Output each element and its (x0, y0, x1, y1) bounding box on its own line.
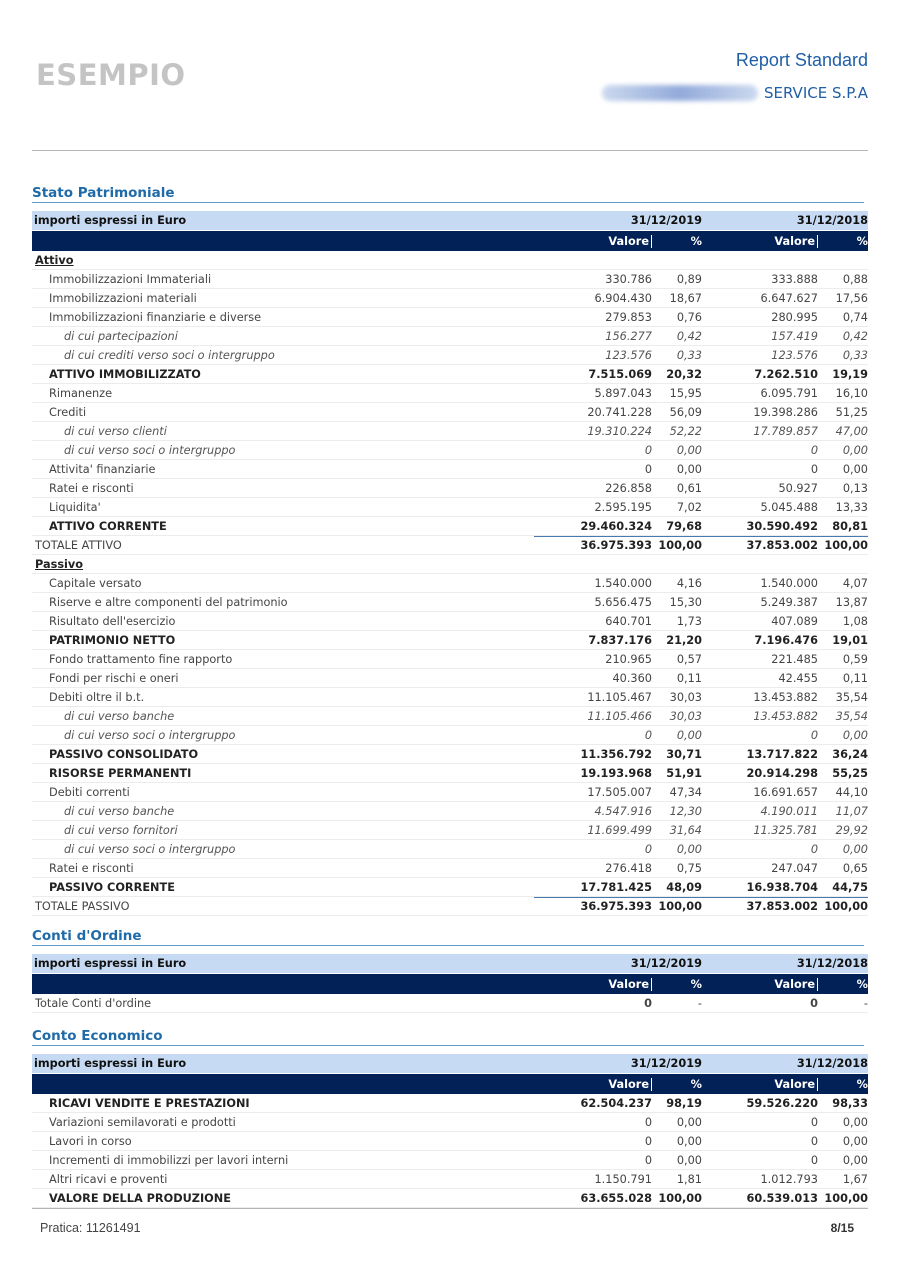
header-divider (32, 150, 868, 151)
value-2019: 11.699.499 (587, 823, 652, 837)
table-row (32, 840, 868, 859)
value-2019: 5.656.475 (594, 595, 652, 609)
percent-2018: 0,88 (842, 272, 868, 286)
row-label: VALORE DELLA PRODUZIONE (49, 1191, 231, 1205)
value-2019: 0 (644, 728, 652, 742)
percent-2019: 0,75 (676, 861, 702, 875)
value-2018: 13.717.822 (746, 747, 818, 761)
percent-2019: 0,00 (676, 1153, 702, 1167)
table-row (32, 688, 868, 707)
value-2019: 11.105.466 (587, 709, 652, 723)
percent-2019: 0,61 (676, 481, 702, 495)
table-row (32, 859, 868, 878)
row-label: di cui verso banche (64, 709, 175, 723)
table-row (32, 897, 868, 916)
value-2019: 63.655.028 (580, 1191, 652, 1205)
value-2018: 157.419 (771, 329, 818, 343)
value-2019: 6.904.430 (594, 291, 652, 305)
row-label: Attivita' finanziarie (49, 462, 156, 476)
value-2018: 0 (810, 996, 818, 1010)
percent-2018: 35,54 (835, 690, 868, 704)
percent-2019: 47,34 (669, 785, 702, 799)
table-row (32, 308, 868, 327)
value-2019: 640.701 (605, 614, 652, 628)
percent-2018: 0,00 (842, 1153, 868, 1167)
percent-2018: 1,08 (842, 614, 868, 628)
value-2018: 333.888 (771, 272, 818, 286)
table-header-dates (32, 954, 868, 973)
section-title-stato-patrimoniale: Stato Patrimoniale (32, 185, 864, 203)
percent-2018: 35,54 (835, 709, 868, 723)
table-row (32, 289, 868, 308)
percent-2019: 18,67 (669, 291, 702, 305)
value-2019: 0 (644, 462, 652, 476)
row-label: di cui verso soci o intergruppo (64, 842, 236, 856)
value-2019: 40.360 (612, 671, 652, 685)
percent-2019: 48,09 (666, 880, 702, 894)
header-valore-2018: Valore (702, 1078, 818, 1091)
percent-2019: 0,76 (676, 310, 702, 324)
percent-2019: 4,16 (676, 576, 702, 590)
percent-2018: 19,19 (832, 367, 868, 381)
section-title-conto-economico: Conto Economico (32, 1028, 864, 1046)
table-row (32, 346, 868, 365)
percent-2019: 20,32 (666, 367, 702, 381)
row-label: Capitale versato (49, 576, 142, 590)
row-label: Risultato dell'esercizio (49, 614, 176, 628)
value-2018: 6.095.791 (760, 386, 818, 400)
percent-2018: 0,00 (842, 1134, 868, 1148)
value-2019: 0 (644, 443, 652, 457)
table-row (32, 403, 868, 422)
header-date-2019: 31/12/2019 (630, 1057, 702, 1070)
table-row (32, 574, 868, 593)
value-2018: 5.249.387 (760, 595, 818, 609)
value-2019: 2.595.195 (594, 500, 652, 514)
value-2019: 20.741.228 (587, 405, 652, 419)
percent-2019: 7,02 (676, 500, 702, 514)
table-row (32, 612, 868, 631)
value-2018: 11.325.781 (753, 823, 818, 837)
table-row (32, 517, 868, 536)
percent-2019: 1,81 (676, 1172, 702, 1186)
table-header-columns (32, 974, 868, 994)
value-2018: 1.012.793 (760, 1172, 818, 1186)
table-row (32, 650, 868, 669)
value-2018: 0 (810, 842, 818, 856)
percent-2018: 0,13 (842, 481, 868, 495)
table-row (32, 764, 868, 783)
row-label: Crediti (49, 405, 87, 419)
percent-2018: 13,33 (835, 500, 868, 514)
value-2019: 4.547.916 (594, 804, 652, 818)
value-2018: 30.590.492 (746, 519, 818, 533)
percent-2019: 51,91 (666, 766, 702, 780)
value-2019: 0 (644, 1115, 652, 1129)
header-valore-2018: Valore (702, 235, 818, 248)
row-label: RISORSE PERMANENTI (49, 766, 192, 780)
percent-2019: 100,00 (658, 1191, 702, 1205)
row-label: PASSIVO CONSOLIDATO (49, 747, 199, 761)
value-2018: 247.047 (771, 861, 818, 875)
value-2019: 7.515.069 (588, 367, 652, 381)
table-row (32, 1094, 868, 1113)
table-row (32, 270, 868, 289)
value-2018: 20.914.298 (746, 766, 818, 780)
header-perc-2019: % (690, 1077, 702, 1091)
row-label: di cui crediti verso soci o intergruppo (64, 348, 275, 362)
row-label: Immobilizzazioni Immateriali (49, 272, 212, 286)
percent-2018: 100,00 (818, 536, 868, 555)
table-row (32, 631, 868, 650)
header-units-label: importi espressi in Euro (34, 1057, 187, 1070)
table-row (32, 384, 868, 403)
table-conti-ordine (32, 954, 868, 1013)
footer-pratica: Pratica: 11261491 (40, 1221, 141, 1235)
header-date-2018: 31/12/2018 (796, 214, 868, 227)
row-label: Lavori in corso (49, 1134, 132, 1148)
percent-2018: 0,59 (842, 652, 868, 666)
value-2019: 7.837.176 (588, 633, 652, 647)
percent-2018: 1,67 (842, 1172, 868, 1186)
table-row (32, 878, 868, 897)
watermark: ESEMPIO (36, 58, 186, 92)
row-label: Passivo (35, 557, 84, 571)
row-label: Totale Conti d'ordine (35, 996, 152, 1010)
value-2018: 50.927 (778, 481, 818, 495)
row-label: Liquidita' (49, 500, 101, 514)
table-row (32, 1151, 868, 1170)
percent-2018: 0,11 (842, 671, 868, 685)
row-label: Debiti correnti (49, 785, 130, 799)
row-label: Immobilizzazioni finanziarie e diverse (49, 310, 262, 324)
value-2019: 330.786 (605, 272, 652, 286)
table-row (32, 726, 868, 745)
percent-2019: 0,89 (676, 272, 702, 286)
value-2019: 0 (644, 1153, 652, 1167)
value-2018: 0 (810, 462, 818, 476)
table-row (32, 498, 868, 517)
value-2018: 60.539.013 (746, 1191, 818, 1205)
value-2019: 17.505.007 (587, 785, 652, 799)
percent-2018: 13,87 (835, 595, 868, 609)
percent-2019: 52,22 (669, 424, 702, 438)
value-2018: 6.647.627 (760, 291, 818, 305)
value-2018: 17.789.857 (753, 424, 818, 438)
percent-2019: 15,95 (669, 386, 702, 400)
table-row (32, 422, 868, 441)
value-2018: 42.455 (778, 671, 818, 685)
percent-2018: 44,75 (832, 880, 868, 894)
value-2019: 0 (644, 996, 652, 1010)
value-2019: 0 (644, 1134, 652, 1148)
percent-2019: 15,30 (669, 595, 702, 609)
value-2019: 5.897.043 (594, 386, 652, 400)
value-2018: 19.398.286 (753, 405, 818, 419)
table-row (32, 783, 868, 802)
value-2018: 0 (810, 1115, 818, 1129)
row-label: di cui verso banche (64, 804, 175, 818)
row-label: di cui verso fornitori (64, 823, 178, 837)
header-perc-2018: % (856, 977, 868, 991)
percent-2019: 30,71 (666, 747, 702, 761)
table-row (32, 460, 868, 479)
percent-2018: 100,00 (818, 897, 868, 916)
percent-2019: 0,57 (676, 652, 702, 666)
value-2019: 210.965 (605, 652, 652, 666)
footer-divider (32, 1208, 868, 1209)
table-row (32, 707, 868, 726)
table-row (32, 802, 868, 821)
percent-2018: 17,56 (835, 291, 868, 305)
percent-2019: 0,00 (676, 728, 702, 742)
table-row (32, 251, 868, 270)
percent-2018: 98,33 (832, 1096, 868, 1110)
table-row (32, 327, 868, 346)
table-conto-economico (32, 1054, 868, 1208)
value-2018: 0 (810, 728, 818, 742)
header-date-2018: 31/12/2018 (796, 957, 868, 970)
row-label: Fondo trattamento fine rapporto (49, 652, 233, 666)
percent-2018: 0,65 (842, 861, 868, 875)
value-2018: 280.995 (771, 310, 818, 324)
row-label: PATRIMONIO NETTO (49, 633, 176, 647)
table-row (32, 365, 868, 384)
percent-2018: 11,07 (835, 804, 868, 818)
row-label: TOTALE ATTIVO (35, 538, 122, 552)
row-label: di cui verso clienti (64, 424, 167, 438)
value-2019: 36.975.393 (534, 897, 652, 916)
header-perc-2018: % (856, 1077, 868, 1091)
percent-2019: 30,03 (669, 690, 702, 704)
section-title-conti-ordine: Conti d'Ordine (32, 928, 864, 946)
percent-2019: 30,03 (669, 709, 702, 723)
row-label: Rimanenze (49, 386, 113, 400)
row-label: Debiti oltre il b.t. (49, 690, 145, 704)
percent-2018: 0,33 (842, 348, 868, 362)
percent-2018: 29,92 (835, 823, 868, 837)
percent-2018: 36,24 (832, 747, 868, 761)
percent-2019: 0,00 (676, 842, 702, 856)
value-2019: 1.540.000 (594, 576, 652, 590)
value-2018: 7.196.476 (754, 633, 818, 647)
value-2019: 0 (644, 842, 652, 856)
row-label: Fondi per rischi e oneri (49, 671, 179, 685)
row-label: di cui verso soci o intergruppo (64, 443, 236, 457)
table-stato-patrimoniale (32, 211, 868, 916)
percent-2018: 0,00 (842, 443, 868, 457)
value-2019: 279.853 (605, 310, 652, 324)
value-2019: 1.150.791 (594, 1172, 652, 1186)
value-2019: 156.277 (605, 329, 652, 343)
percent-2018: 55,25 (832, 766, 868, 780)
table-row (32, 1189, 868, 1208)
percent-2019: 0,00 (676, 462, 702, 476)
value-2018: 407.089 (771, 614, 818, 628)
percent-2019: 1,73 (676, 614, 702, 628)
value-2019: 11.105.467 (587, 690, 652, 704)
percent-2018: 47,00 (835, 424, 868, 438)
value-2018: 1.540.000 (760, 576, 818, 590)
percent-2019: 0,11 (676, 671, 702, 685)
value-2018: 37.853.002 (702, 536, 818, 555)
header-valore-2019: Valore (534, 978, 652, 991)
header-date-2018: 31/12/2018 (796, 1057, 868, 1070)
value-2019: 62.504.237 (580, 1096, 652, 1110)
value-2018: 0 (810, 443, 818, 457)
percent-2019: 21,20 (666, 633, 702, 647)
row-label: Attivo (35, 253, 74, 267)
row-label: RICAVI VENDITE E PRESTAZIONI (49, 1096, 250, 1110)
table-row (32, 669, 868, 688)
value-2018: 16.691.657 (753, 785, 818, 799)
table-header-dates (32, 211, 868, 230)
percent-2018: 16,10 (835, 386, 868, 400)
row-label: PASSIVO CORRENTE (49, 880, 175, 894)
table-row (32, 1132, 868, 1151)
table-row (32, 821, 868, 840)
value-2018: 5.045.488 (760, 500, 818, 514)
percent-2019: 0,00 (676, 443, 702, 457)
header-perc-2019: % (690, 234, 702, 248)
row-label: di cui partecipazioni (64, 329, 178, 343)
percent-2018: 0,74 (842, 310, 868, 324)
percent-2018: 4,07 (842, 576, 868, 590)
header-valore-2019: Valore (534, 235, 652, 248)
percent-2019: - (697, 996, 702, 1010)
value-2018: 13.453.882 (753, 709, 818, 723)
row-label: ATTIVO IMMOBILIZZATO (49, 367, 201, 381)
header-date-2019: 31/12/2019 (630, 214, 702, 227)
table-row (32, 536, 868, 555)
value-2019: 123.576 (605, 348, 652, 362)
row-label: Variazioni semilavorati e prodotti (49, 1115, 236, 1129)
table-row (32, 479, 868, 498)
value-2019: 19.310.224 (587, 424, 652, 438)
value-2018: 13.453.882 (753, 690, 818, 704)
value-2019: 17.781.425 (580, 880, 652, 894)
footer-page-number: 8/15 (830, 1221, 854, 1235)
value-2019: 29.460.324 (580, 519, 652, 533)
percent-2018: 0,00 (842, 462, 868, 476)
table-row (32, 441, 868, 460)
percent-2018: 19,01 (832, 633, 868, 647)
table-header-columns (32, 1074, 868, 1094)
redacted-company-prefix (602, 85, 758, 101)
percent-2018: - (863, 996, 868, 1010)
header-valore-2018: Valore (702, 978, 818, 991)
table-row (32, 994, 868, 1013)
row-label: Ratei e risconti (49, 861, 134, 875)
table-row (32, 555, 868, 574)
percent-2018: 0,00 (842, 842, 868, 856)
value-2018: 7.262.510 (754, 367, 818, 381)
percent-2018: 0,00 (842, 728, 868, 742)
value-2018: 221.485 (771, 652, 818, 666)
value-2019: 19.193.968 (580, 766, 652, 780)
percent-2019: 0,00 (676, 1115, 702, 1129)
table-header-dates (32, 1054, 868, 1073)
percent-2018: 51,25 (835, 405, 868, 419)
percent-2019: 79,68 (666, 519, 702, 533)
percent-2018: 0,42 (842, 329, 868, 343)
row-label: Riserve e altre componenti del patrimonio (49, 595, 288, 609)
table-row (32, 1113, 868, 1132)
row-label: Incrementi di immobilizzi per lavori interni (49, 1153, 289, 1167)
table-header-columns (32, 231, 868, 251)
header-date-2019: 31/12/2019 (630, 957, 702, 970)
row-label: Ratei e risconti (49, 481, 134, 495)
row-label: ATTIVO CORRENTE (49, 519, 167, 533)
header-perc-2018: % (856, 234, 868, 248)
table-row (32, 593, 868, 612)
percent-2018: 44,10 (835, 785, 868, 799)
value-2018: 59.526.220 (746, 1096, 818, 1110)
value-2019: 11.356.792 (580, 747, 652, 761)
header-perc-2019: % (690, 977, 702, 991)
header-valore-2019: Valore (534, 1078, 652, 1091)
value-2018: 123.576 (771, 348, 818, 362)
table-row (32, 745, 868, 764)
row-label: di cui verso soci o intergruppo (64, 728, 236, 742)
row-label: TOTALE PASSIVO (35, 899, 130, 913)
row-label: Immobilizzazioni materiali (49, 291, 197, 305)
value-2018: 0 (810, 1153, 818, 1167)
value-2019: 226.858 (605, 481, 652, 495)
report-title: Report Standard (735, 50, 868, 70)
percent-2018: 0,00 (842, 1115, 868, 1129)
table-row (32, 1170, 868, 1189)
header-units-label: importi espressi in Euro (34, 214, 187, 227)
value-2018: 4.190.011 (760, 804, 818, 818)
percent-2018: 80,81 (832, 519, 868, 533)
row-label: Altri ricavi e proventi (49, 1172, 168, 1186)
percent-2019: 0,42 (676, 329, 702, 343)
value-2018: 0 (810, 1134, 818, 1148)
company-suffix: SERVICE S.P.A (763, 84, 868, 102)
percent-2019: 56,09 (669, 405, 702, 419)
percent-2019: 0,33 (676, 348, 702, 362)
percent-2019: 31,64 (669, 823, 702, 837)
percent-2019: 100,00 (652, 897, 702, 916)
value-2019: 276.418 (605, 861, 652, 875)
company-name (602, 84, 868, 102)
percent-2019: 100,00 (652, 536, 702, 555)
header-units-label: importi espressi in Euro (34, 957, 187, 970)
percent-2019: 0,00 (676, 1134, 702, 1148)
value-2019: 36.975.393 (534, 536, 652, 555)
percent-2019: 12,30 (669, 804, 702, 818)
value-2018: 16.938.704 (746, 880, 818, 894)
percent-2019: 98,19 (666, 1096, 702, 1110)
percent-2018: 100,00 (824, 1191, 868, 1205)
value-2018: 37.853.002 (702, 897, 818, 916)
